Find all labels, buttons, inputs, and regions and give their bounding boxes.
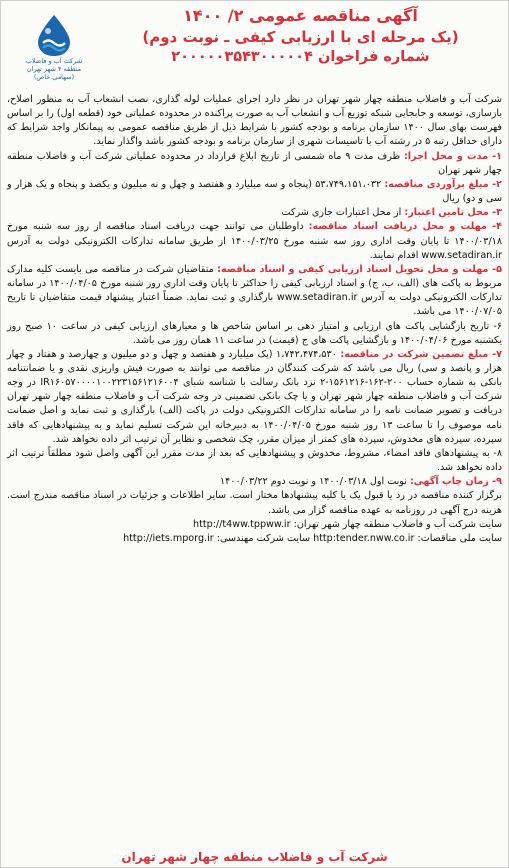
item-text-tail: بارگذاری و ثبت نماید. ضمناً اعتبار پیشنهاد قیمت متقاضیان تا تاریخ ۱۴۰۰/۰۷/۰۵ می باشد. (7, 292, 502, 318)
item-3 (7, 206, 502, 220)
item-text: متقاضیان شرکت در مناقصه می بایست کلیه مدارک مربوط به پاکت های (الف، ب، ج) و اسناد ارزیابی کیفی را حداکثر تا پایان وقت اداری روز شنبه مورخ ۱۴۰۰/۰۴/۰۵ در سامانه تدارکات الکترونیکی دولت به آدرس (7, 263, 502, 304)
item-7 (7, 348, 502, 447)
item-text: ۶- تاریخ بازگشایی پاکت های ارزیابی و امتیاز دهی بر اساس شاخص ها و معیارهای ارزیابی کیفی در ساعت ۱۰ صبح روز یکشنبه مورخ ۱۴۰۰/۰۴/۰۶ و بازگشایی پاکت های ج (قیمت) در ساعت ۱۱ همان روز می باشد. (7, 320, 502, 346)
engineering-site-label: سایت شرکت مهندسی: (216, 532, 310, 544)
logo-text-3: (سهامی خاص) (33, 73, 75, 81)
item-label: ۳- محل تامین اعتبار: (404, 207, 502, 219)
item-text: داوطلبان می توانند جهت دریافت اسناد مناقصه از روز سه شنبه مورخ ۱۴۰۰/۰۳/۱۸ تا پایان وقت اداری روز سه شنبه مورخ ۱۴۰۰/۰۳/۲۵ از طریق سامانه تدارکات الکترونیکی دولت به آدرس (7, 221, 502, 247)
water-drop-icon (34, 13, 74, 57)
setadiran-link[interactable]: www.setadiran.ir (276, 292, 358, 304)
notice-header (7, 5, 502, 93)
company-site-label: سایت شرکت آب و فاضلاب منطقه چهار شهر تهران: (293, 518, 502, 530)
item-text: برگزار کننده مناقصه در رد یا قبول یک یا کلیه پیشنهادها مختار است. سایر اطلاعات و جزئیات در اسناد مناقصه مندرج است. هزینه درج آگهی در روزنامه به عهده مناقصه گزار می باشد. (7, 490, 502, 516)
item-8 (7, 447, 502, 475)
logo-text-1: شرکت آب و فاضلاب (25, 57, 83, 65)
intro-paragraph: شرکت آب و فاضلاب منطقه چهار شهر تهران در نظر دارد اجرای عملیات لوله گذاری، نصب انشعاب آب به منظور اصلاح، بازسازی، توسعه و جابجایی شبکه توزیع آب و انشعاب آب به صورت پراکنده در محدوده عملیاتی خود (قطعه اول) را بر اساس فهرست بهای سال ۱۴۰۰ سازمان برنامه و بودجه کشور با شرایط ذیل از طریق مناقصه عمومی به پیمانکار واجد شرایط که دارای حداقل رتبه ۵ در رشته آب با تاسیسات شهری از سازمان برنامه و بودجه کشور باشد واگذار نماید. (7, 94, 503, 148)
item-text: نوبت اول ۱۴۰۰/۰۳/۱۸ و نوبت دوم ۱۴۰۰/۰۳/۲۲ (220, 476, 410, 488)
item-text: از محل اعتبارات جاری شرکت (281, 207, 405, 219)
notice-subtitle: (یک مرحله ای با ارزیابی کیفی ـ نوبت دوم) (142, 28, 459, 46)
item-2 (7, 178, 502, 206)
item-1 (7, 150, 502, 178)
notice-body (7, 93, 502, 546)
item-label: ۷- مبلغ تضمین شرکت در مناقصه: (340, 348, 502, 360)
other-sites-line (7, 532, 502, 546)
notice-footer: شرکت آب و فاضلاب منطقه چهار شهر تهران (121, 850, 388, 864)
setadiran-link[interactable]: www.setadiran.ir (421, 249, 502, 261)
item-6 (7, 320, 502, 348)
item-label: ۴- مهلت و محل دریافت اسناد مناقصه: (308, 221, 503, 233)
notice-titles (103, 5, 498, 67)
item-text-tail: اقدام نمایند. (369, 249, 422, 261)
item-text: ظرف مدت ۹ ماه شمسی از تاریخ ابلاغ قرارداد در محدوده عملیاتی شرکت آب و فاضلاب منطقه چهار شهر تهران (7, 150, 502, 176)
company-site-link[interactable]: http://t4ww.tppww.ir (193, 518, 291, 530)
company-site-line (7, 518, 502, 532)
item-5 (7, 263, 502, 320)
tender-number: شماره فراخوان ۲۰۰۰۰۰۳۵۴۳۰۰۰۰۰۴ (171, 49, 430, 65)
notice-title: آگهی مناقصه عمومی ۲/ ۱۴۰۰ (183, 6, 418, 25)
item-label: ۲- مبلغ برآوردی مناقصه: (384, 178, 502, 190)
item-text: ۵۳،۷۴۹،۱۵۱،۰۳۲ (پنجاه و سه میلیارد و هفتصد و چهل و نه میلیون و یکصد و پنجاه و یک هزار و سی و دو) ریال (7, 178, 502, 205)
item-4 (7, 220, 502, 262)
item-9 (7, 475, 502, 489)
company-logo (13, 13, 95, 89)
national-site-link[interactable]: http:tender.nww.co.ir (313, 532, 415, 544)
item-label: ۵- مهلت و محل تحویل اسناد ارزیابی کیفی و اسناد مناقصه: (217, 263, 502, 275)
item-label: ۱- مدت و محل اجرا: (403, 150, 503, 162)
item-label: ۹- زمان چاپ آگهی: (409, 476, 502, 488)
national-site-label: سایت ملی مناقصات: (417, 532, 502, 544)
engineering-site-link[interactable]: http://iets.mporg.ir (123, 532, 214, 544)
closing-paragraph (7, 489, 502, 517)
item-text: ۸- به پیشنهادهای فاقد امضاء، مشروط، مخدوش و پیشنهادهایی که بعد از مدت مقرر این آگهی واصل شود مطلقاً ترتیب اثر داده نخواهد شد. (7, 447, 502, 474)
logo-text-2: منطقه ۴ شهر تهران (26, 65, 82, 73)
item-text: ۱،۷۴۲،۴۷۴،۵۳۰ (یک میلیارد و هفتصد و چهل و دو میلیون و چهارصد و هفتاد و چهار هزار و پانصد و سی) ریال می باشد که شرکت کنندگان در مناقصه می توانند به صورت فیش واریزی نقدی و یا ضمانتنامه بانکی به شماره حساب ۲۰۰-۱۶۲-۱۵۶۱۲۱۶-۲ نزد بانک رسالت با شناسه شبای IR۱۶۰۵۷۰۰۰۰۱۰۰۲۲۳۱۵۶۱۲۱۶۰۰۴ در وجه شرکت آب و فاضلاب منطقه چهار شهر تهران و یا چک بانکی تضمینی در وجه شرکت آب و فاضلاب منطقه چهار شهر تهران دریافت و تصویر ضمانت نامه را در سامانه تدارکات الکترونیکی دولت در پاکت (الف) بارگذاری و ثبت نماید و اصل ضمانت نامه موصوف را تا ساعت ۱۳ روز شنبه مورخ ۱۴۰۰/۰۴/۰۵ به دبیرخانه این شرکت تسلیم نماید و به پیشنهادهایی که فاقد سپرده، سپرده های مخدوش، سپرده های کمتر از میزان مقرر، چک شخصی و نظایر آن ترتیب اثر داده نخواهد شد. (7, 348, 502, 445)
